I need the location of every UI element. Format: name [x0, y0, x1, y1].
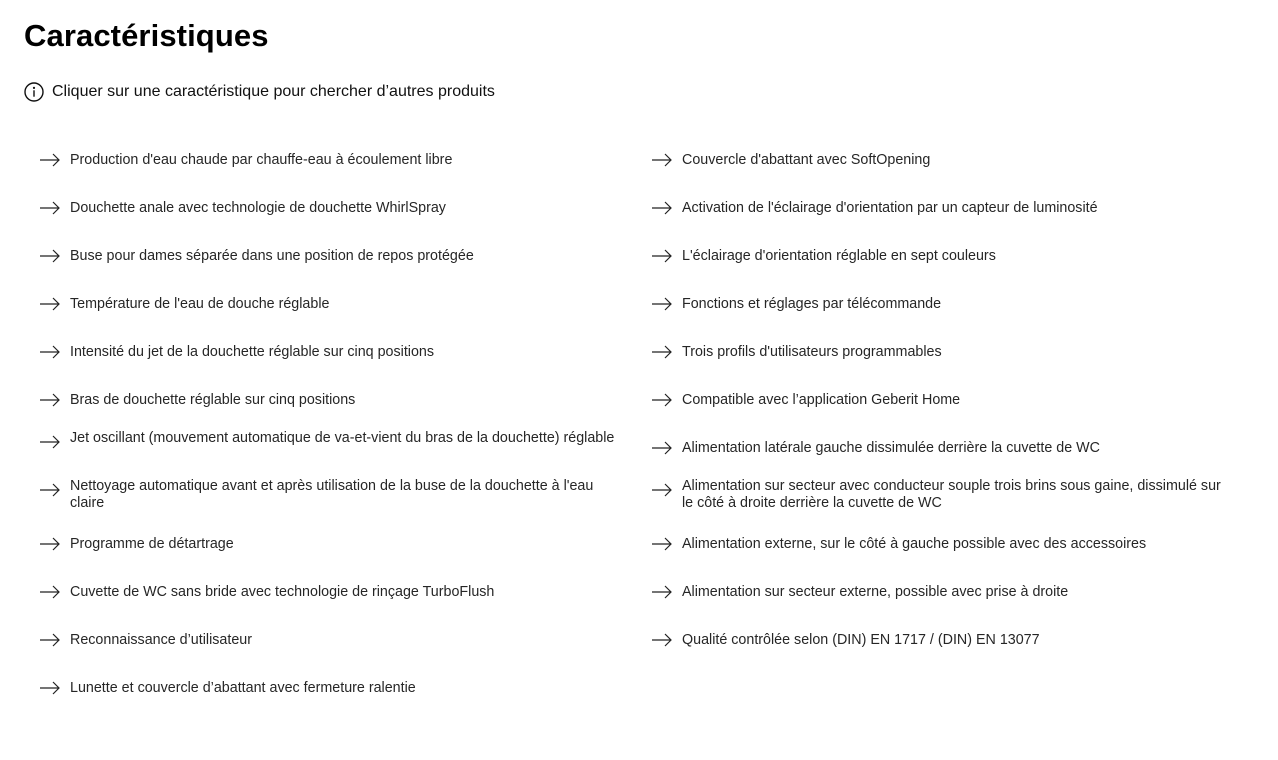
- feature-label: Activation de l'éclairage d'orientation par un capteur de luminosité: [682, 199, 1098, 216]
- feature-link[interactable]: [651, 568, 1231, 616]
- feature-link[interactable]: [651, 472, 1231, 520]
- page-title: Caractéristiques: [24, 18, 269, 53]
- feature-label: Programme de détartrage: [70, 535, 234, 552]
- arrow-right-icon: [39, 681, 61, 695]
- feature-label: Alimentation sur secteur avec conducteur souple trois brins sous gaine, dissimulé sur le côté à droite derrière la cuvette de WC: [682, 478, 1221, 511]
- info-icon: [24, 82, 44, 102]
- feature-link[interactable]: [39, 424, 619, 472]
- arrow-right-icon: [651, 483, 673, 497]
- feature-label: Douchette anale avec technologie de douchette WhirlSpray: [70, 199, 446, 216]
- feature-link[interactable]: [651, 616, 1231, 664]
- arrow-right-icon: [651, 393, 673, 407]
- feature-label: Lunette et couvercle d’abattant avec fermeture ralentie: [70, 679, 416, 696]
- feature-link[interactable]: [651, 232, 1231, 280]
- feature-label: Alimentation sur secteur externe, possible avec prise à droite: [682, 583, 1069, 600]
- feature-link[interactable]: [39, 616, 619, 664]
- arrow-right-icon: [39, 633, 61, 647]
- feature-label: Compatible avec l’application Geberit Home: [682, 391, 961, 408]
- arrow-right-icon: [651, 441, 673, 455]
- arrow-right-icon: [651, 297, 673, 311]
- feature-link[interactable]: [651, 520, 1231, 568]
- arrow-right-icon: [651, 249, 673, 263]
- feature-label: Nettoyage automatique avant et après utilisation de la buse de la douchette à l'eau claire: [70, 478, 594, 511]
- feature-label: Buse pour dames séparée dans une position de repos protégée: [70, 247, 474, 264]
- arrow-right-icon: [39, 345, 61, 359]
- arrow-right-icon: [39, 249, 61, 263]
- arrow-right-icon: [39, 435, 61, 449]
- arrow-right-icon: [39, 153, 61, 167]
- feature-link[interactable]: [39, 184, 619, 232]
- arrow-right-icon: [651, 537, 673, 551]
- feature-link[interactable]: [39, 376, 619, 424]
- arrow-right-icon: [39, 201, 61, 215]
- arrow-right-icon: [651, 153, 673, 167]
- feature-link[interactable]: [39, 664, 619, 712]
- feature-label: Bras de douchette réglable sur cinq positions: [70, 391, 356, 408]
- feature-link[interactable]: [651, 184, 1231, 232]
- feature-label: L'éclairage d'orientation réglable en sept couleurs: [682, 247, 996, 264]
- feature-link[interactable]: [39, 520, 619, 568]
- feature-label: Cuvette de WC sans bride avec technologie de rinçage TurboFlush: [70, 583, 495, 600]
- feature-link[interactable]: [39, 472, 619, 520]
- feature-label: Trois profils d'utilisateurs programmables: [682, 343, 942, 360]
- arrow-right-icon: [39, 537, 61, 551]
- feature-link[interactable]: [39, 232, 619, 280]
- feature-label: Reconnaissance d’utilisateur: [70, 631, 252, 648]
- feature-label: Couvercle d'abattant avec SoftOpening: [682, 151, 931, 168]
- feature-label: Température de l'eau de douche réglable: [70, 295, 330, 312]
- arrow-right-icon: [651, 345, 673, 359]
- feature-link[interactable]: [651, 328, 1231, 376]
- feature-label: Fonctions et réglages par télécommande: [682, 295, 942, 312]
- feature-link[interactable]: [651, 280, 1231, 328]
- arrow-right-icon: [39, 483, 61, 497]
- feature-link[interactable]: [651, 424, 1231, 472]
- feature-label: Jet oscillant (mouvement automatique de va-et-vient du bras de la douchette) réglable: [70, 430, 615, 446]
- feature-label: Alimentation latérale gauche dissimulée derrière la cuvette de WC: [682, 439, 1100, 456]
- feature-link[interactable]: [39, 136, 619, 184]
- arrow-right-icon: [651, 201, 673, 215]
- feature-label: Intensité du jet de la douchette réglable sur cinq positions: [70, 343, 435, 360]
- features-list-right: [651, 136, 1231, 664]
- feature-label: Production d'eau chaude par chauffe-eau à écoulement libre: [70, 151, 453, 168]
- feature-link[interactable]: [39, 328, 619, 376]
- feature-link[interactable]: [651, 136, 1231, 184]
- feature-label: Alimentation externe, sur le côté à gauche possible avec des accessoires: [682, 535, 1147, 552]
- info-text: Cliquer sur une caractéristique pour chercher d’autres produits: [52, 83, 495, 100]
- arrow-right-icon: [651, 585, 673, 599]
- arrow-right-icon: [39, 393, 61, 407]
- feature-link[interactable]: [651, 376, 1231, 424]
- feature-link[interactable]: [39, 280, 619, 328]
- features-list-left: [39, 136, 619, 712]
- arrow-right-icon: [651, 633, 673, 647]
- info-hint: [24, 81, 495, 103]
- feature-link[interactable]: [39, 568, 619, 616]
- arrow-right-icon: [39, 297, 61, 311]
- arrow-right-icon: [39, 585, 61, 599]
- feature-label: Qualité contrôlée selon (DIN) EN 1717 / (DIN) EN 13077: [682, 631, 1040, 648]
